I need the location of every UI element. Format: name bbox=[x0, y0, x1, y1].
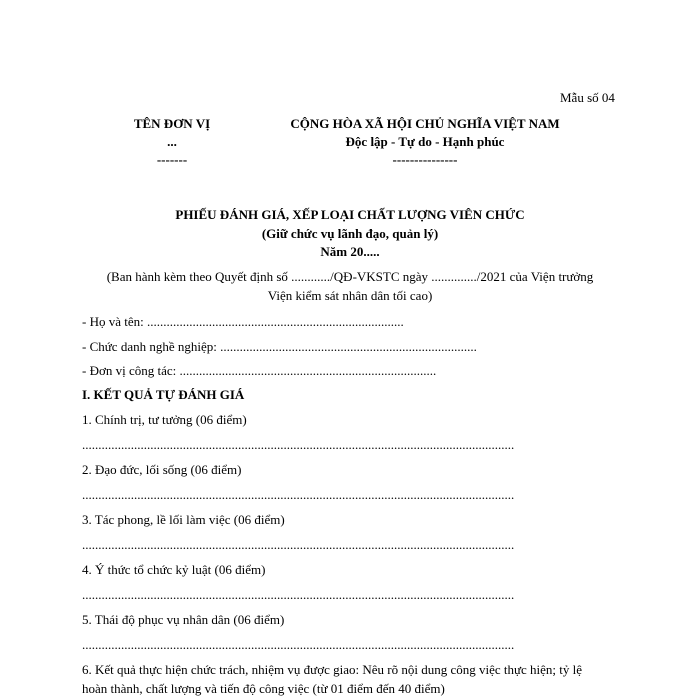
motto-rule: --------------- bbox=[392, 152, 458, 167]
national-motto: Độc lập - Tự do - Hạnh phúc bbox=[345, 134, 505, 149]
item-answer-line: ..................................................................................................................................... bbox=[82, 587, 515, 602]
document-title: PHIẾU ĐÁNH GIÁ, XẾP LOẠI CHẤT LƯỢNG VIÊN CHỨC bbox=[175, 207, 525, 222]
item-label: 3. Tác phong, lề lối làm việc (06 điểm) bbox=[82, 512, 285, 527]
field-job-title: - Chức danh nghề nghiệp: ............................................................................... bbox=[82, 339, 477, 354]
issued-note-line2: Viện kiểm sát nhân dân tối cao) bbox=[267, 288, 433, 303]
document-year: Năm 20..... bbox=[320, 244, 380, 259]
item-label: 2. Đạo đức, lối sống (06 điểm) bbox=[82, 462, 242, 477]
item-answer-line: ..................................................................................................................................... bbox=[82, 537, 515, 552]
item-label: 4. Ý thức tổ chức kỷ luật (06 điểm) bbox=[82, 562, 266, 577]
country-name: CỘNG HÒA XÃ HỘI CHỦ NGHĨA VIỆT NAM bbox=[290, 116, 560, 131]
document-subtitle: (Giữ chức vụ lãnh đạo, quản lý) bbox=[261, 226, 439, 241]
item6-line1: 6. Kết quả thực hiện chức trách, nhiệm vụ được giao: Nêu rõ nội dung công việc thực hiện; tỷ lệ bbox=[82, 662, 583, 677]
item-answer-line: ..................................................................................................................................... bbox=[82, 637, 515, 652]
field-work-unit: - Đơn vị công tác: ............................................................................... bbox=[82, 363, 437, 378]
section-title: I. KẾT QUẢ TỰ ĐÁNH GIÁ bbox=[82, 387, 245, 402]
unit-name: TÊN ĐƠN VỊ bbox=[133, 116, 211, 131]
item-label: 1. Chính trị, tư tưởng (06 điểm) bbox=[82, 412, 247, 427]
unit-rule: ------- bbox=[156, 152, 188, 167]
unit-placeholder: ... bbox=[167, 134, 177, 149]
item-answer-line: ..................................................................................................................................... bbox=[82, 437, 515, 452]
issued-note-line1: (Ban hành kèm theo Quyết định số ............/QĐ-VKSTC ngày ............../2021 của Viện trưởng bbox=[106, 269, 594, 284]
item6-line2: hoàn thành, chất lượng và tiến độ công việc (từ 01 điểm đến 40 điểm) bbox=[82, 681, 445, 696]
item-label: 5. Thái độ phục vụ nhân dân (06 điểm) bbox=[82, 612, 285, 627]
item-answer-line: ..................................................................................................................................... bbox=[82, 487, 515, 502]
form-number: Mẫu số 04 bbox=[560, 90, 615, 105]
field-full-name: - Họ và tên: ............................................................................... bbox=[82, 314, 404, 329]
